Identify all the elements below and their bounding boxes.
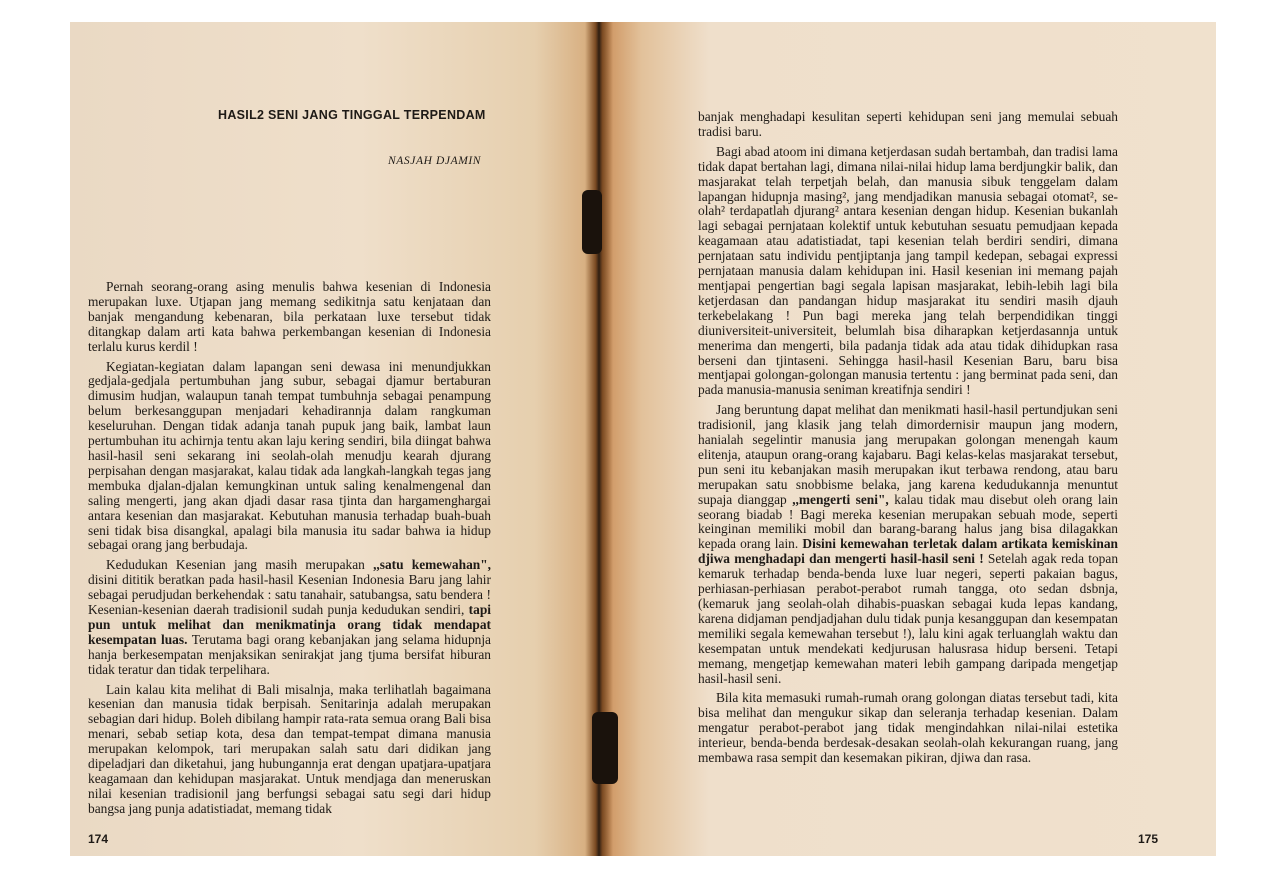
burn-mark: [592, 712, 618, 784]
text-run: kalau tidak mau disebut oleh orang lain seorang biadab ! Bagi mereka kesenian merupakan sebuah mode, seperti keinginan memiliki mobil dan barang-barang halus jang bisa dilagakkan kepada orang lain.: [698, 491, 1118, 552]
open-book-scan: [70, 22, 1216, 856]
text-run: Kegiatan-kegiatan dalam lapangan seni dewasa ini menundjukkan gedjala-gedjala pertumbuhan jang subur, sebagai djamur bertaburan dimusim hudjan, walaupun tanah tempat tumbuhnja sebagai penampung belum berkesanggupan menjadari kehadirannja dalam rangkuman keseluruhan. Dengan tidak adanja tanah pupuk jang baik, lambat laun pertumbuhan itu achirnja tentu akan laju kering sendiri, bila diingat bahwa hasil-hasil seni sekarang ini seolah-olah menudju kearah djurang perpisahan dengan masjarakat, kalau tidak ada langkah-langkah tegas jang membuka djalan-djalan kemungkinan untuk saling kenalmengenal dan saling mengerti, jang akan djadi dasar rasa tjinta dan hargamenghargai antara kesenian dan masjarakat. Kebutuhan manusia terhadap buah-buah seni tidak bisa disangkal, apalagi bila manusia itu sadar bahwa ia hidup sebagai orang jang berbudaja.: [88, 358, 491, 553]
paragraph: [698, 403, 1118, 686]
text-run: Setelah agak reda topan kemaruk terhadap benda-benda luxe luar negeri, seperti pakaian bagus, perhiasan-perhiasan perabot-perabot rumah tangga, oto sedan dsbnja, (kemaruk jang seolah-olah dihabis-puaskan sebagai kuda lepas kandang, karena didjaman pendjadjahan dulu tidak punja kesanggupan dan kesempatan memiliki segala kemewahan tersebut !), lalu kini agak terluanglah waktu dan kesempatan untuk mendekati kedjurusan halusrasa hidup berseni. Tetapi memang, mengetjap kemewahan materi lebih gampang daripada mengetjap hasil-hasil seni.: [698, 551, 1119, 686]
paragraph: [88, 280, 491, 355]
page-number-left: 174: [88, 832, 109, 846]
paragraph: [698, 110, 1118, 140]
right-text-column: [698, 110, 1118, 771]
paragraph: [698, 145, 1118, 398]
paragraph: [88, 683, 491, 817]
left-text-column: [88, 280, 491, 822]
bold-text-run: ,,satu kemewahan",: [373, 557, 491, 573]
bold-text-run: Disini kemewahan terletak dalam artikata kemiskinan djiwa menghadapi dan mengerti hasil-hasil seni !: [698, 536, 1118, 567]
left-page: [70, 22, 598, 856]
burn-mark: [582, 190, 602, 254]
text-run: Pernah seorang-orang asing menulis bahwa kesenian di Indonesia merupakan luxe. Utjapan jang memang sedikitnja satu kenjataan dan banjak mengandung kebenaran, bila perkataan luxe tersebut tidak ditangkap dalam arti kata bahwa perkembangan kesenian di Indonesia terlalu kurus kerdil !: [88, 279, 491, 354]
text-run: Lain kalau kita melihat di Bali misalnja, maka terlihatlah bagaimana kesenian dan manusia tidak berpisah. Senitarinja adalah merupakan sebagian dari hidup. Boleh dibilang hampir rata-rata semua orang Bali bisa menari, sebab setiap kota, desa dan tempat-tempat dimana manusia merupakan kelompok, tari merupakan salah satu dari didikan jang dipeladjari dan diketahui, jang hubungannja erat dengan upatjara-upatjara keagamaan dan kehidupan masjarakat. Untuk mendjaga dan meneruskan nilai kesenian tradisionil jang berfungsi sebagai satu segi dari hidup bangsa jang punja adatistiadat, memang tidak: [88, 681, 491, 816]
text-run: Jang beruntung dapat melihat dan menikmati hasil-hasil pertundjukan seni tradisionil, jang klasik jang telah dimordernisir maupun jang modern, hanialah segelintir manusia jang merupakan golongan menengah kaum elitenja, ataupun orang-orang kajabaru. Bagi kelas-kelas masjarakat tersebut, pun seni itu kebanjakan masih merupakan ikut terbawa rendong, atau baru merupakan satu snobbisme belaka, jang karena kedudukannja menuntut supaja dianggap: [698, 402, 1118, 507]
paragraph: [88, 558, 491, 677]
text-run: Terutama bagi orang kebanjakan jang selama hidupnja hanja berkesempatan menjaksikan senirakjat jang tjuma bersifat hiburan tidak teratur dan tidak terpelihara.: [88, 631, 491, 677]
text-run: disini dititik beratkan pada hasil-hasil Kesenian Indonesia Baru jang lahir sebagai perudjudan berkehendak : satu tanahair, satubangsa, satu bendera ! Kesenian-kesenian daerah tradisionil sudah punja kedudukan sendiri,: [88, 572, 491, 618]
text-run: banjak menghadapi kesulitan seperti kehidupan seni jang memulai sebuah tradisi baru.: [698, 109, 1118, 139]
text-run: Bila kita memasuki rumah-rumah orang golongan diatas tersebut tadi, kita bisa melihat dan mengukur sikap dan seleranja terhadap kesenian. Dalam mengatur perabot-perabot jang tidak mengindahkan nilai-nilai estetika interieur, benda-benda berdesak-desakan seolah-olah kekurangan ruang, jang membawa rasa sempit dan kesemakan pikiran, djiwa dan rasa.: [698, 690, 1118, 766]
bold-text-run: ,,mengerti seni",: [792, 491, 889, 507]
page-number-right: 175: [1137, 832, 1158, 846]
bold-text-run: tapi pun untuk melihat dan menikmatinja orang tidak mendapat kesempatan luas.: [88, 602, 491, 647]
right-page: [598, 22, 1216, 856]
paragraph: [698, 691, 1118, 766]
article-author: NASJAH DJAMIN: [388, 155, 482, 167]
paragraph: [88, 360, 491, 554]
text-run: Bagi abad atoom ini dimana ketjerdasan sudah bertambah, dan tradisi lama tidak dapat bertahan lagi, dimana nilai-nilai hidup lama berdjungkir balik, dan masjarakat telah terpetjah belah, dan manusia sibuk tenggelam dalam lapangan hidupnja masing², jang mendjadikan manusia sebagai otomat², se-olah² terdapatlah djurang² antara kesenian dengan hidup. Kesenian bukanlah lagi sebagai pernjataan kolektif untuk kebutuhan sesuatu pemudjaan kepada keagamaan atau adatistiadat, tapi kesenian telah berdiri sendiri, dimana pernjataan satu individu pentjiptanja jang tampil kedepan, sebagai expressi pernjataan manusia dalam kehidupan ini. Hasil kesenian ini memang pajah mentjapai pengertian bagi segala lapisan masjarakat, lebih-lebih lagi bila ketjerdasan dan pandangan hidup masjarakat itu sendiri masih djauh terkebelakang ! Pun bagi mereka jang telah berpendidikan tinggi diuniversiteit-universiteit, belumlah bisa diharapkan ketjerdasannja untuk menerima dan mengerti, bila padanja tidak ada atau tidak dihidupkan rasa berseni dan tjintaseni. Sehingga hasil-hasil Kesenian Baru, baru bisa mentjapai golongan-golongan manusia tertentu : jang berminat pada seni, dan pada manusia-manusia seniman kreatifnja sendiri !: [698, 143, 1118, 398]
text-run: Kedudukan Kesenian jang masih merupakan: [106, 557, 374, 573]
article-title: HASIL2 SENI JANG TINGGAL TERPENDAM: [218, 108, 486, 122]
